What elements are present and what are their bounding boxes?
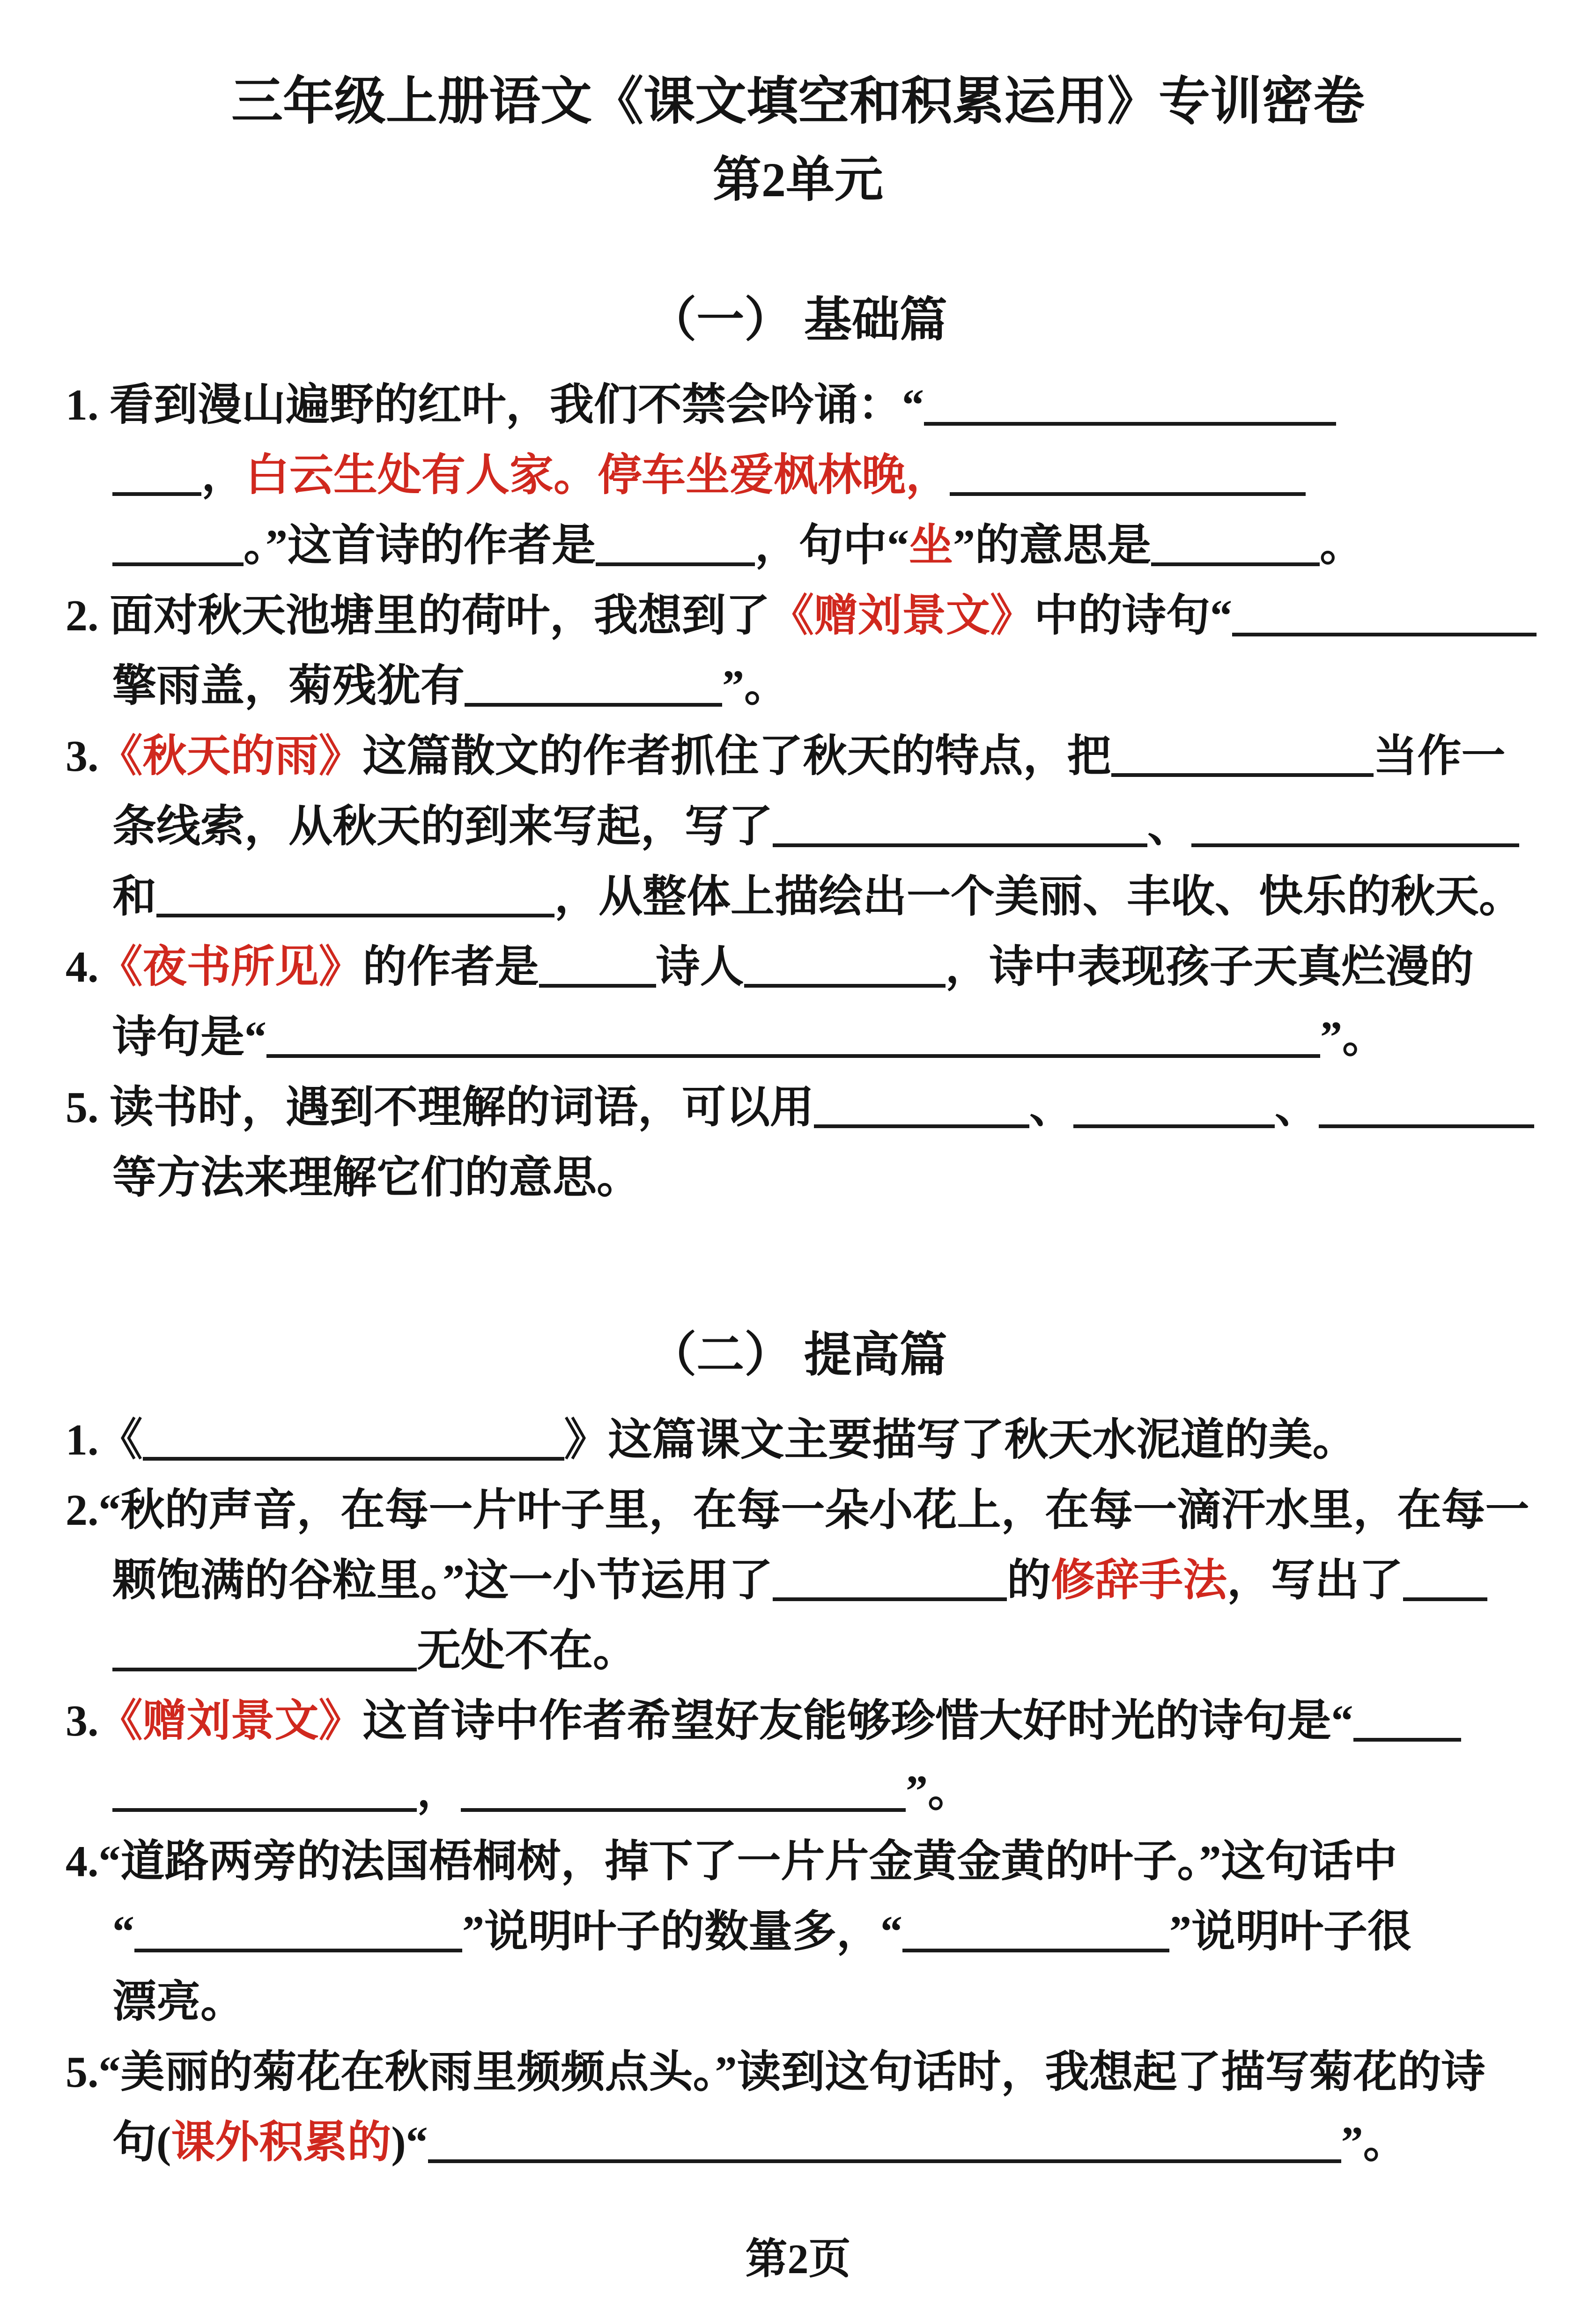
blank-underline xyxy=(539,940,656,988)
page-number: 第2页 xyxy=(745,2236,851,2283)
blank-underline xyxy=(134,1905,462,1952)
text-segment: 这首诗中作者希望好友能够珍惜大好时光的诗句是“ xyxy=(362,1697,1353,1745)
question-line xyxy=(66,510,1530,581)
text-segment: 这篇散文的作者抓住了秋天的特点，把 xyxy=(362,732,1111,781)
blank-underline xyxy=(266,1010,1320,1058)
question-line xyxy=(66,651,1530,721)
text-segment: 1.《 xyxy=(66,1416,143,1464)
red-text-segment: 坐 xyxy=(909,521,953,570)
text-segment: “ xyxy=(112,1907,134,1956)
text-segment: ”。 xyxy=(722,662,789,710)
text-segment: 。 xyxy=(1320,521,1364,570)
question xyxy=(66,1826,1530,2037)
blank-underline xyxy=(465,659,722,707)
text-segment: 4. xyxy=(66,943,99,991)
question-line xyxy=(66,1897,1530,1967)
question-line xyxy=(66,1405,1530,1475)
text-segment: ，诗中表现孩子天真烂漫的 xyxy=(945,943,1474,991)
blank-underline xyxy=(1191,799,1519,847)
blank-underline xyxy=(773,799,1147,847)
text-segment: 的作者是 xyxy=(362,943,539,991)
question-line xyxy=(66,1826,1530,1897)
text-segment: 、 xyxy=(1275,1083,1319,1132)
blank-underline xyxy=(924,378,1336,426)
blank-underline xyxy=(814,1080,1029,1128)
blank-underline xyxy=(112,1764,417,1812)
question-line xyxy=(66,721,1530,791)
question-line xyxy=(66,862,1530,932)
blank-underline xyxy=(112,448,201,496)
text-segment: 3. xyxy=(66,1697,99,1745)
blank-underline xyxy=(1319,1080,1534,1128)
text-segment: 4.“道路两旁的法国梧桐树，掉下了一片片金黄金黄的叶子。”这句话中 xyxy=(66,1837,1397,1886)
text-segment: 。”这首诗的作者是 xyxy=(244,521,596,570)
text-segment: 、 xyxy=(1029,1083,1074,1132)
blank-underline xyxy=(744,940,946,988)
question xyxy=(66,370,1530,581)
question-line xyxy=(66,1616,1530,1686)
blank-underline xyxy=(1232,589,1537,636)
page-title: 三年级上册语文《课文填空和积累运用》专训密卷 xyxy=(231,73,1365,130)
text-segment: ，写出了 xyxy=(1227,1556,1404,1605)
question-line xyxy=(66,1545,1530,1616)
question-line xyxy=(66,2037,1530,2107)
question-line xyxy=(66,1072,1530,1143)
blank-underline xyxy=(112,1624,417,1671)
text-segment: 3. xyxy=(66,732,99,781)
question xyxy=(66,932,1530,1072)
blank-underline xyxy=(143,1413,564,1461)
text-segment: 擎雨盖，菊残犹有 xyxy=(112,662,465,710)
text-segment: 颗饱满的谷粒里。”这一小节运用了 xyxy=(112,1556,773,1605)
question-line xyxy=(66,791,1530,862)
red-text-segment: 白云生处有人家。停车坐爱枫林晚， xyxy=(245,451,950,500)
question-line xyxy=(66,932,1530,1002)
text-segment: 无处不在。 xyxy=(417,1626,637,1675)
red-text-segment: 《赠刘景文》 xyxy=(98,1697,363,1745)
text-segment: 5.“美丽的菊花在秋雨里频频点头。”读到这句话时，我想起了描写菊花的诗 xyxy=(66,2048,1485,2097)
text-segment: 中的诗句“ xyxy=(1034,591,1233,640)
question-line xyxy=(66,581,1530,651)
blank-underline xyxy=(1403,1553,1487,1601)
blank-underline xyxy=(112,518,244,566)
text-segment: 当作一 xyxy=(1373,732,1506,781)
red-text-segment: 《夜书所见》 xyxy=(98,943,363,991)
text-segment: 的 xyxy=(1007,1556,1051,1605)
text-segment: ， xyxy=(417,1767,461,1816)
text-segment: 5. 读书时，遇到不理解的词语，可以用 xyxy=(66,1083,814,1132)
text-segment: 诗句是“ xyxy=(112,1013,267,1062)
question xyxy=(66,581,1530,721)
question-list xyxy=(66,1405,1530,2178)
question xyxy=(66,1686,1530,1826)
section-heading-2: （二） 提高篇 xyxy=(649,1329,947,1382)
question-line xyxy=(66,2107,1530,2178)
question-line xyxy=(66,1475,1530,1545)
text-segment: )“ xyxy=(391,2118,428,2167)
blank-underline xyxy=(428,2115,1341,2163)
text-segment: ， xyxy=(201,451,246,500)
question xyxy=(66,1475,1530,1686)
question-line xyxy=(66,440,1530,510)
question-line xyxy=(66,1002,1530,1072)
question-list xyxy=(66,370,1530,1213)
text-segment: ”说明叶子很 xyxy=(1169,1907,1412,1956)
text-segment: 》这篇课文主要描写了秋天水泥道的美。 xyxy=(564,1416,1357,1464)
text-segment: ”。 xyxy=(1320,1013,1387,1062)
text-segment: 句( xyxy=(112,2118,171,2167)
text-segment: 2. 面对秋天池塘里的荷叶，我想到了 xyxy=(66,591,770,640)
blank-underline xyxy=(950,448,1306,496)
text-segment: ”的意思是 xyxy=(953,521,1152,570)
text-segment: 漂亮。 xyxy=(112,1978,245,2026)
question-line xyxy=(66,370,1530,440)
text-segment: 诗人 xyxy=(656,943,744,991)
text-segment: ，从整体上描绘出一个美丽、丰收、快乐的秋天。 xyxy=(554,872,1523,921)
blank-underline xyxy=(902,1905,1169,1952)
blank-underline xyxy=(773,1553,1007,1601)
blank-underline xyxy=(1353,1694,1461,1742)
blank-underline xyxy=(156,870,554,917)
question-line xyxy=(66,1143,1530,1213)
blank-underline xyxy=(596,518,755,566)
blank-underline xyxy=(1073,1080,1275,1128)
text-segment: 2.“秋的声音，在每一片叶子里，在每一朵小花上，在每一滴汗水里，在每一 xyxy=(66,1486,1530,1535)
text-segment: 条线索，从秋天的到来写起，写了 xyxy=(112,802,773,851)
text-segment: 、 xyxy=(1147,802,1192,851)
question xyxy=(66,721,1530,932)
question-line xyxy=(66,1756,1530,1826)
red-text-segment: 《秋天的雨》 xyxy=(98,732,363,781)
blank-underline xyxy=(461,1764,906,1812)
question-line xyxy=(66,1686,1530,1756)
red-text-segment: 《赠刘景文》 xyxy=(770,591,1034,640)
text-segment: 1. 看到漫山遍野的红叶，我们不禁会吟诵：“ xyxy=(66,381,924,429)
blank-underline xyxy=(1151,518,1320,566)
section-heading-1: （一） 基础篇 xyxy=(649,294,947,347)
page-subtitle-unit: 第2单元 xyxy=(712,153,883,207)
blank-underline xyxy=(1111,729,1374,777)
text-segment: 和 xyxy=(112,872,157,921)
sections xyxy=(66,286,1530,2178)
text-segment: 等方法来理解它们的意思。 xyxy=(112,1153,641,1202)
question xyxy=(66,1072,1530,1213)
text-segment: ”说明叶子的数量多，“ xyxy=(462,1907,903,1956)
text-segment: ”。 xyxy=(1341,2118,1407,2167)
text-segment: ”。 xyxy=(906,1767,972,1816)
question-line xyxy=(66,1967,1530,2037)
text-segment: ，句中“ xyxy=(755,521,909,570)
question xyxy=(66,1405,1530,1475)
red-text-segment: 课外积累的 xyxy=(171,2118,392,2167)
question xyxy=(66,2037,1530,2178)
red-text-segment: 修辞手法 xyxy=(1051,1556,1227,1605)
